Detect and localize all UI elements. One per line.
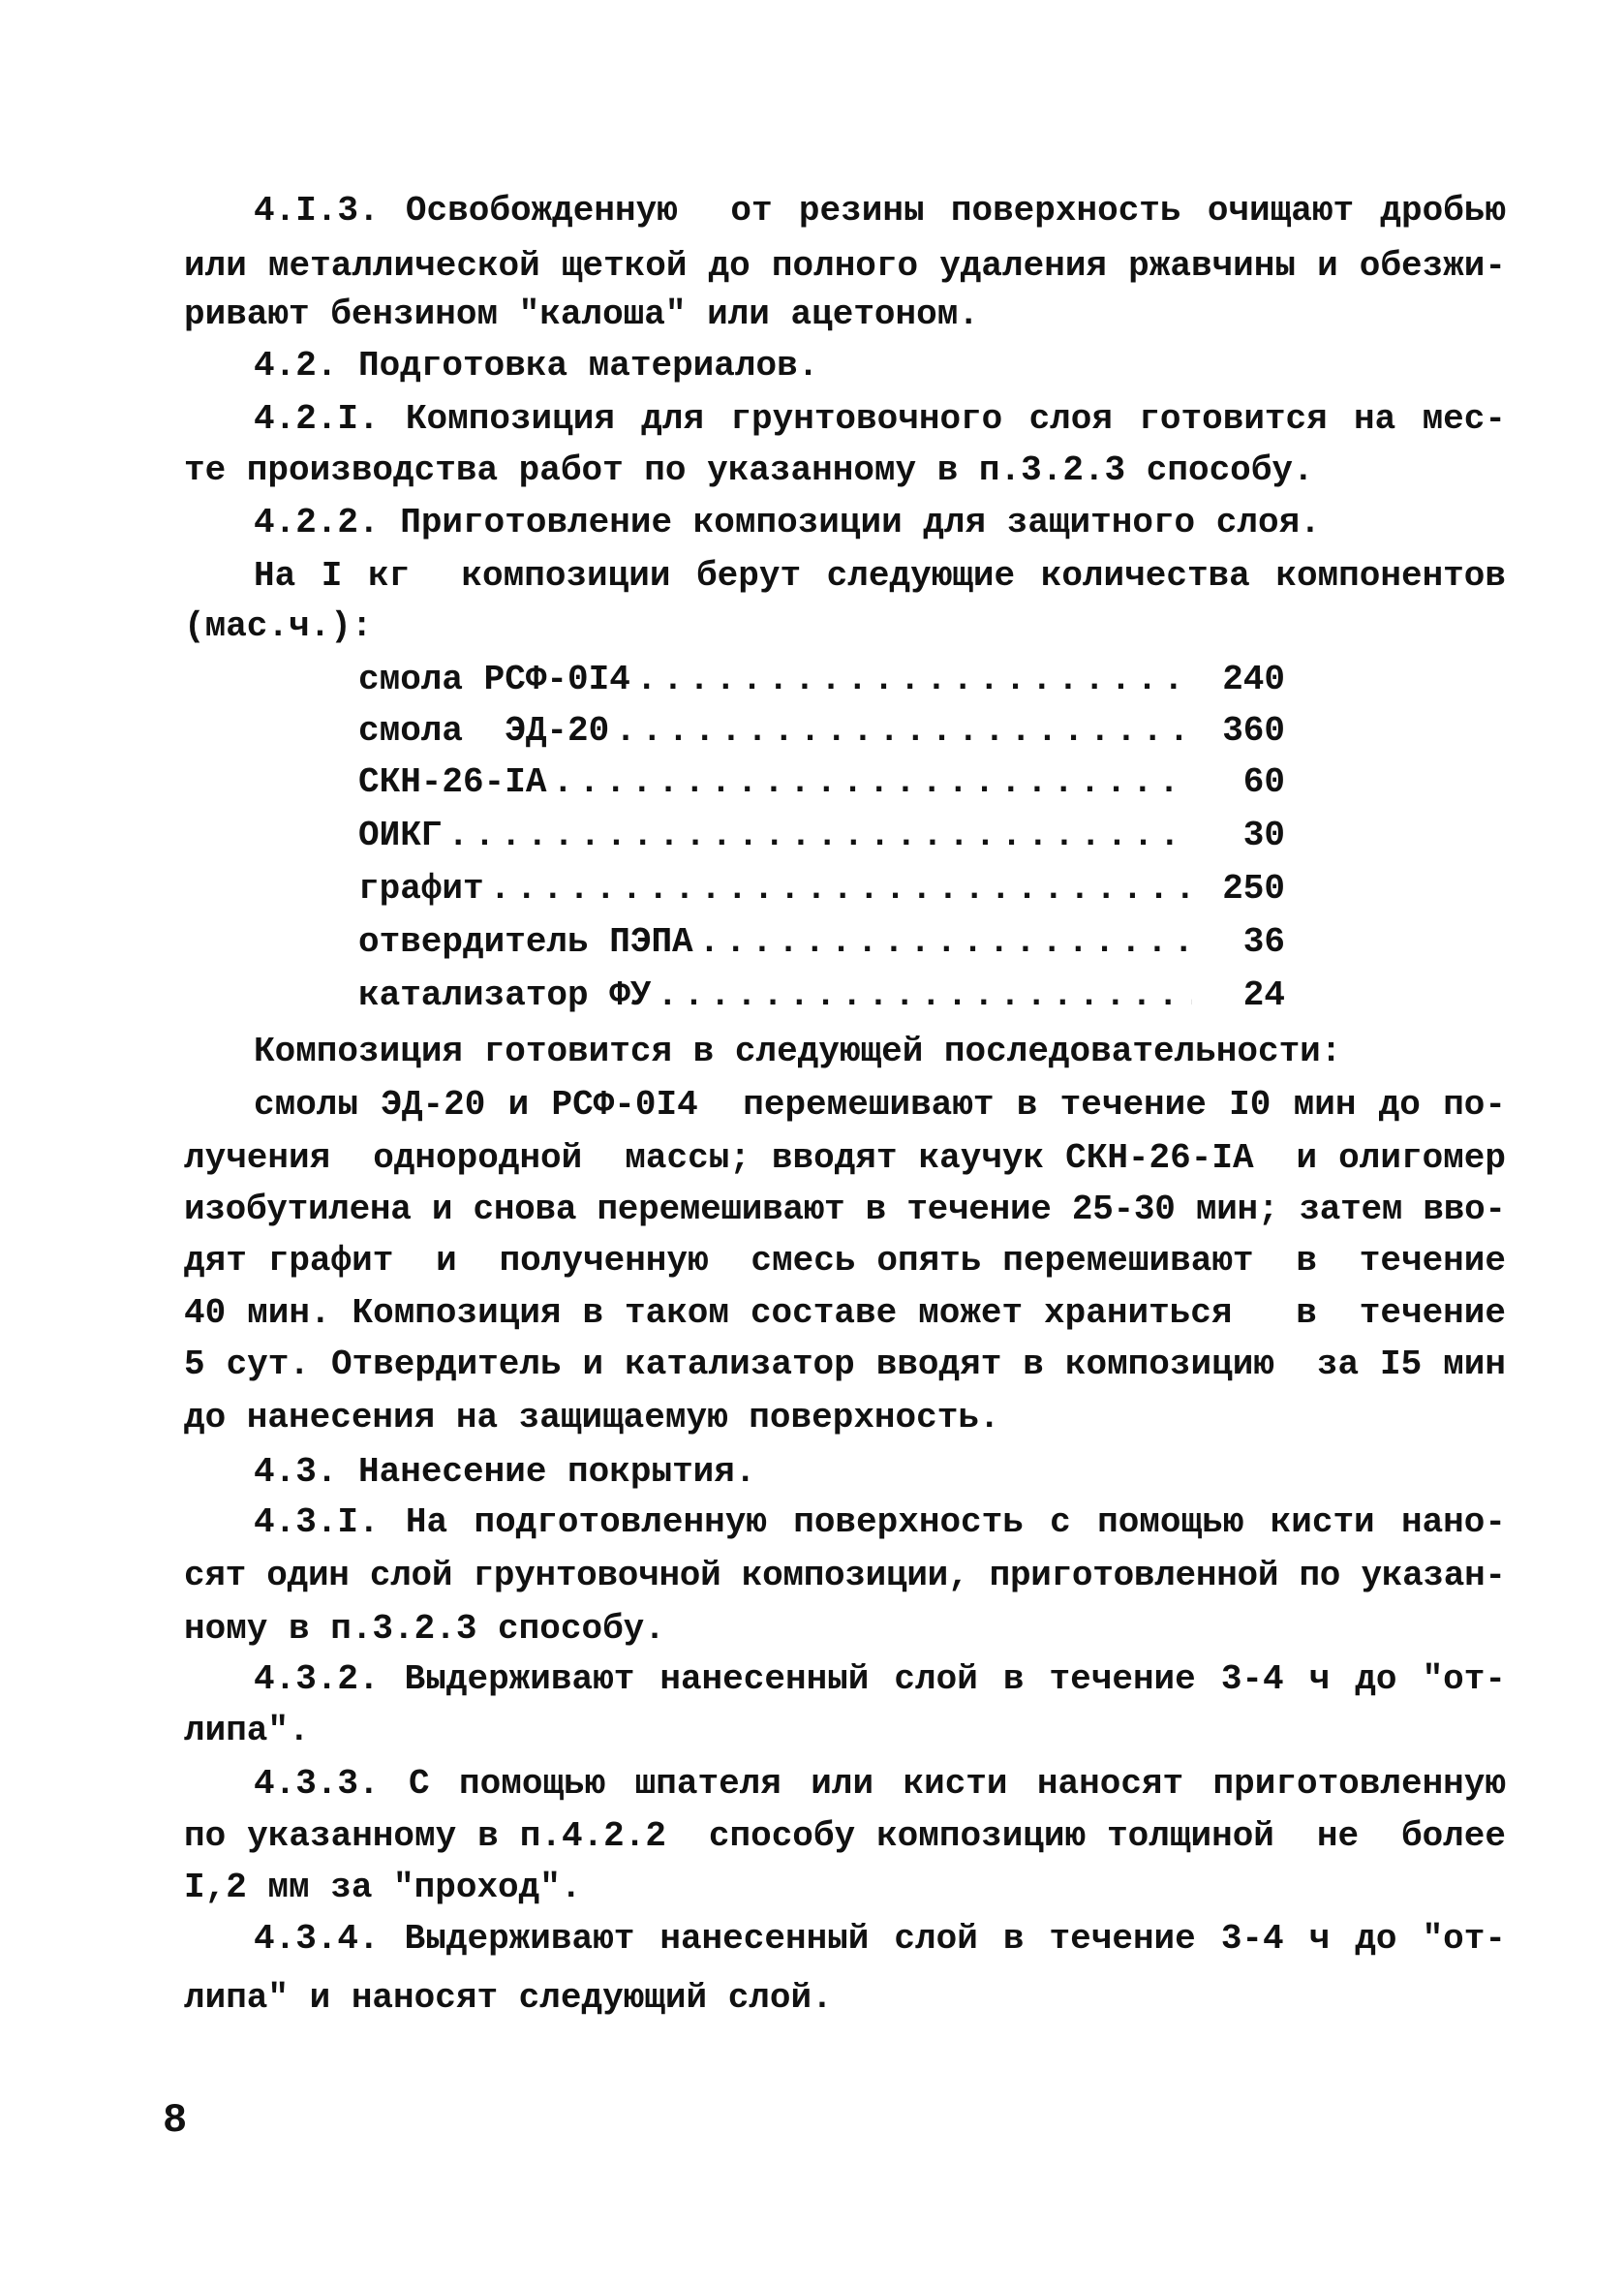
text-line: до нанесения на защищаемую поверхность. [184, 1398, 1000, 1437]
text-line: смолы ЭД-20 и РСФ-0I4 перемешивают в течение I0 мин до по- [254, 1085, 1506, 1125]
text-line: дят графит и полученную смесь опять перемешивают в течение [184, 1241, 1506, 1281]
component-value: 360 [1222, 711, 1285, 751]
text-line: липа". [184, 1711, 310, 1750]
text-line: 40 мин. Композиция в таком составе может храниться в течение [184, 1293, 1506, 1333]
dot-leader [447, 810, 1192, 862]
text-line: 5 сут. Отвердитель и катализатор вводят в композицию за I5 мин [184, 1344, 1506, 1384]
component-row [358, 654, 1285, 706]
page-number: 8 [163, 2097, 188, 2144]
text-line: изобутилена и снова перемешивают в течение 25-30 мин; затем вво- [184, 1190, 1506, 1229]
text-line: 4.3.4. Выдерживают нанесенный слой в течение 3-4 ч до "от- [254, 1919, 1506, 1959]
component-value: 240 [1222, 660, 1285, 699]
dot-leader [636, 654, 1192, 706]
text-line: 4.2.2. Приготовление композиции для защитного слоя. [254, 503, 1321, 542]
text-line: 4.3. Нанесение покрытия. [254, 1452, 756, 1492]
text-line: Композиция готовится в следующей последовательности: [254, 1032, 1342, 1071]
component-row [358, 916, 1285, 969]
text-line: по указанному в п.4.2.2 способу композицию толщиной не более [184, 1816, 1506, 1856]
dot-leader [552, 757, 1192, 809]
text-line: I,2 мм за "проход". [184, 1868, 582, 1907]
component-row [358, 863, 1285, 915]
component-row [358, 757, 1285, 809]
component-value: 24 [1242, 975, 1285, 1015]
component-name: катализатор ФУ [358, 975, 652, 1015]
text-line: ному в п.3.2.3 способу. [184, 1609, 665, 1649]
component-name: смола ЭД-20 [358, 711, 610, 751]
text-line: сят один слой грунтовочной композиции, приготовленной по указан- [184, 1556, 1506, 1595]
text-line: лучения однородной массы; вводят каучук СКН-26-IА и олигомер [184, 1138, 1506, 1178]
text-line: 4.3.I. На подготовленную поверхность с помощью кисти нано- [254, 1502, 1506, 1542]
component-value: 36 [1242, 922, 1285, 962]
component-row [358, 970, 1285, 1022]
component-value: 60 [1242, 762, 1285, 802]
component-name: графит [358, 869, 484, 909]
dot-leader [657, 970, 1192, 1022]
text-line: липа" и наносят следующий слой. [184, 1978, 833, 2018]
component-name: отвердитель ПЭПА [358, 922, 693, 962]
component-row [358, 705, 1285, 757]
dot-leader [615, 705, 1192, 757]
component-name: ОИКГ [358, 816, 443, 855]
text-line: 4.2.I. Композиция для грунтовочного слоя готовится на мес- [254, 399, 1506, 439]
text-line: 4.2. Подготовка материалов. [254, 346, 819, 386]
text-line: 4.3.3. С помощью шпателя или кисти наносят приготовленную [254, 1764, 1506, 1804]
text-line: 4.3.2. Выдерживают нанесенный слой в течение 3-4 ч до "от- [254, 1659, 1506, 1699]
component-value: 30 [1242, 816, 1285, 855]
text-line: ривают бензином "калоша" или ацетоном. [184, 294, 979, 334]
text-line: (мас.ч.): [184, 606, 373, 646]
component-value: 250 [1222, 869, 1285, 909]
text-line: те производства работ по указанному в п.3.2.3 способу. [184, 450, 1314, 490]
dot-leader [490, 863, 1192, 915]
text-line: или металлической щеткой до полного удаления ржавчины и обезжи- [184, 246, 1506, 286]
text-line: На I кг композиции берут следующие количества компонентов [254, 556, 1506, 596]
component-name: СКН-26-IА [358, 762, 547, 802]
component-row [358, 810, 1285, 862]
dot-leader [699, 916, 1192, 969]
text-line: 4.I.3. Освобожденную от резины поверхность очищают дробью [254, 191, 1506, 231]
component-name: смола РСФ-0I4 [358, 660, 630, 699]
